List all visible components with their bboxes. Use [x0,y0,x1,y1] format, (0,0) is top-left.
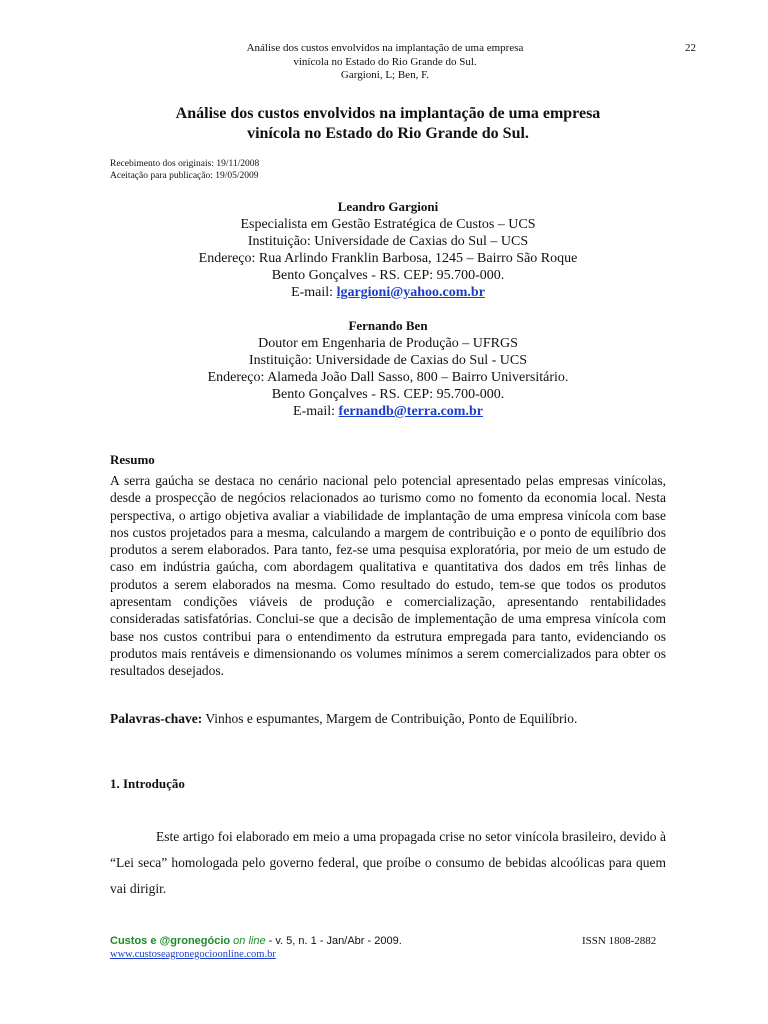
author-email-link[interactable]: fernandb@terra.com.br [338,404,483,419]
accepted-date: Aceitação para publicação: 19/05/2009 [110,171,259,181]
journal-website-link[interactable]: www.custoseagronegocioonline.com.br [110,949,276,960]
running-authors: Gargioni, L; Ben, F. [340,69,430,81]
abstract-heading: Resumo [110,452,155,467]
author-name: Leandro Gargioni [337,199,439,214]
received-date: Recebimento dos originais: 19/11/2008 [110,159,260,169]
author-address: Endereço: Alameda João Dall Sasso, 800 – Bairro Universitário. [207,370,569,385]
author-city: Bento Gonçalves - RS. CEP: 95.700-000. [271,387,505,402]
issn: ISSN 1808-2882 [582,935,657,947]
abstract-text: A serra gaúcha se destaca no cenário nacional pelo potencial apresentado pelas empresas vinícolas, desde a prospecção de negócios relacionados ao turismo como no fomento da economia local. Nesta perspectiva, o artigo objetiva avaliar a viabilidade de implantação de uma empresa vinícola com base nos custos projetados para a mesma, calculando a margem de contribuição e o ponto de equilíbrio dos produtos a serem elaborados. Para tanto, fez-se uma pesquisa exploratória, por meio de um estudo de caso em indústria gaúcha, com abordagem qualitativa e quantitativa dos dados em três linhas de produtos a serem elaborados na mesma. Como resultado do estudo, tem-se que todos os produtos apresentam condições viáveis de produção e comercialização, apresentando rentabilidades consideradas satisfatórias. Conclui-se que a decisão de implementação de uma empresa vinícola com base nos custos contribui para o entendimento da estrutura empregada para tanto, evidenciando os produtos mais rentáveis e dimensionando os volumes mínimos a serem comercializados para obter os resultados desejados. [110,473,666,679]
running-title-line2: vinícola no Estado do Rio Grande do Sul. [293,55,477,68]
author-degree: Doutor em Engenharia de Produção – UFRGS [258,336,518,351]
author-institution: Instituição: Universidade de Caxias do Sul - UCS [248,353,528,368]
paper-title-line1: Análise dos custos envolvidos na implantação de uma empresa [175,105,601,122]
email-label: E-mail: [291,285,337,300]
author-institution: Instituição: Universidade de Caxias do Sul – UCS [247,234,529,249]
author-email-link[interactable]: lgargioni@yahoo.com.br [336,285,485,300]
paper-title-line2: vinícola no Estado do Rio Grande do Sul. [247,125,529,142]
keywords-label: Palavras-chave: [110,711,203,726]
paper-title [110,104,666,144]
keywords-text: Vinhos e espumantes, Margem de Contribuição, Ponto de Equilíbrio. [202,711,578,726]
author-block-2 [110,317,666,420]
author-degree: Especialista em Gestão Estratégica de Custos – UCS [240,217,536,232]
introduction-heading: 1. Introdução [110,776,185,791]
introduction-text: Este artigo foi elaborado em meio a uma propagada crise no setor vinícola brasileiro, devido à “Lei seca” homologada pelo governo federal, que proíbe o consumo de bebidas alcoólicas para quem vai dirigir. [110,829,666,896]
keywords [110,710,666,727]
author-block-1 [110,198,666,301]
author-city: Bento Gonçalves - RS. CEP: 95.700-000. [271,268,505,283]
journal-issue: - v. 5, n. 1 - Jan/Abr - 2009. [265,935,402,947]
author-name: Fernando Ben [348,318,428,333]
page-number: 22 [685,42,696,54]
author-email-line [110,403,666,420]
author-email-line [110,284,666,301]
email-label: E-mail: [293,404,339,419]
submission-dates [110,158,259,182]
journal-name: Custos e @gronegócio [110,935,231,947]
journal-online: on line [230,935,266,947]
running-title-line1: Análise dos custos envolvidos na implantação de uma empresa [246,42,524,54]
author-address: Endereço: Rua Arlindo Franklin Barbosa, 1245 – Bairro São Roque [198,251,578,266]
running-header [180,42,590,83]
page-footer [110,935,670,961]
